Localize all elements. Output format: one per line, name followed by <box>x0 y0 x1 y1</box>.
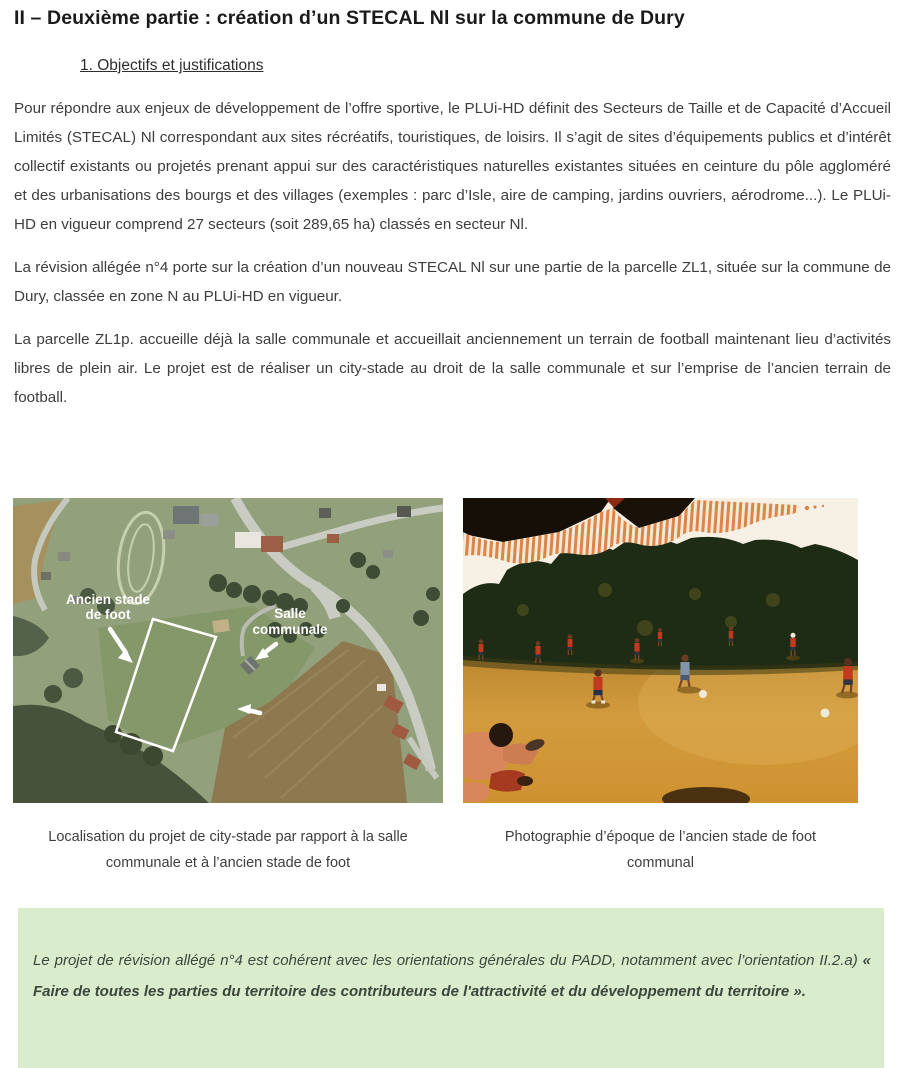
padd-highlight-box <box>18 908 884 1068</box>
sand-patch <box>212 619 230 633</box>
caption-vintage: Photographie d’époque de l’ancien stade de foot communal <box>463 824 858 876</box>
page-title: II – Deuxième partie : création d’un STECAL Nl sur la commune de Dury <box>0 0 905 30</box>
paragraph-objectifs: Pour répondre aux enjeux de développement de l’offre sportive, le PLUi-HD définit des Secteurs de Taille et de Capacité d’Accueil Limités (STECAL) Nl correspondant aux sites récréatifs, touristiques, de loisirs. Il s’agit de sites d’équipements publics et d’intérêt collectif existants ou projetés prenant appui sur des caractéristiques naturelles existantes situées en ceinture du pôle aggloméré et des urbanisations des bourgs et des villages (exemples : parc d’Isle, aire de camping, jardins ouvriers, aérodrome...). Le PLUi-HD en vigueur comprend 27 secteurs (soit 289,65 ha) classés en secteur Nl. <box>14 94 891 239</box>
vintage-photo <box>463 498 858 803</box>
figures-row <box>13 498 858 803</box>
paragraph-revision: La révision allégée n°4 porte sur la création d’un nouveau STECAL Nl sur une partie de la parcelle ZL1, située sur la commune de Dury, classée en zone N au PLUi-HD en vigueur. <box>14 253 891 311</box>
white-object <box>821 709 830 718</box>
svg-text:communale: communale <box>252 622 328 637</box>
svg-text:Salle: Salle <box>274 606 306 621</box>
padd-highlight-text <box>33 945 871 1007</box>
aerial-photo <box>13 498 443 803</box>
paragraph-parcelle: La parcelle ZL1p. accueille déjà la salle communale et accueillait anciennement un terrain de football maintenant lieu d’activités libres de plein air. Le projet est de réaliser un city-stade au droit de la salle communale et sur l’emprise de l’ancien terrain de football. <box>14 325 891 412</box>
svg-text:de foot: de foot <box>86 607 131 622</box>
captions-row <box>13 824 858 876</box>
padd-highlight-lead: Le projet de révision allégé n°4 est cohérent avec les orientations générales du PADD, notamment avec l’orientation II.2.a) <box>33 952 863 969</box>
football <box>699 690 707 698</box>
svg-text:Ancien stade: Ancien stade <box>66 592 151 607</box>
padd-highlight-emphasis: « Faire de toutes les parties du territoire des contributeurs de l'attractivité et du développement du territoire ». <box>33 952 871 1000</box>
section-heading: 1. Objectifs et justifications <box>80 57 905 75</box>
caption-aerial: Localisation du projet de city-stade par rapport à la salle communale et à l’ancien stade de foot <box>13 824 443 876</box>
